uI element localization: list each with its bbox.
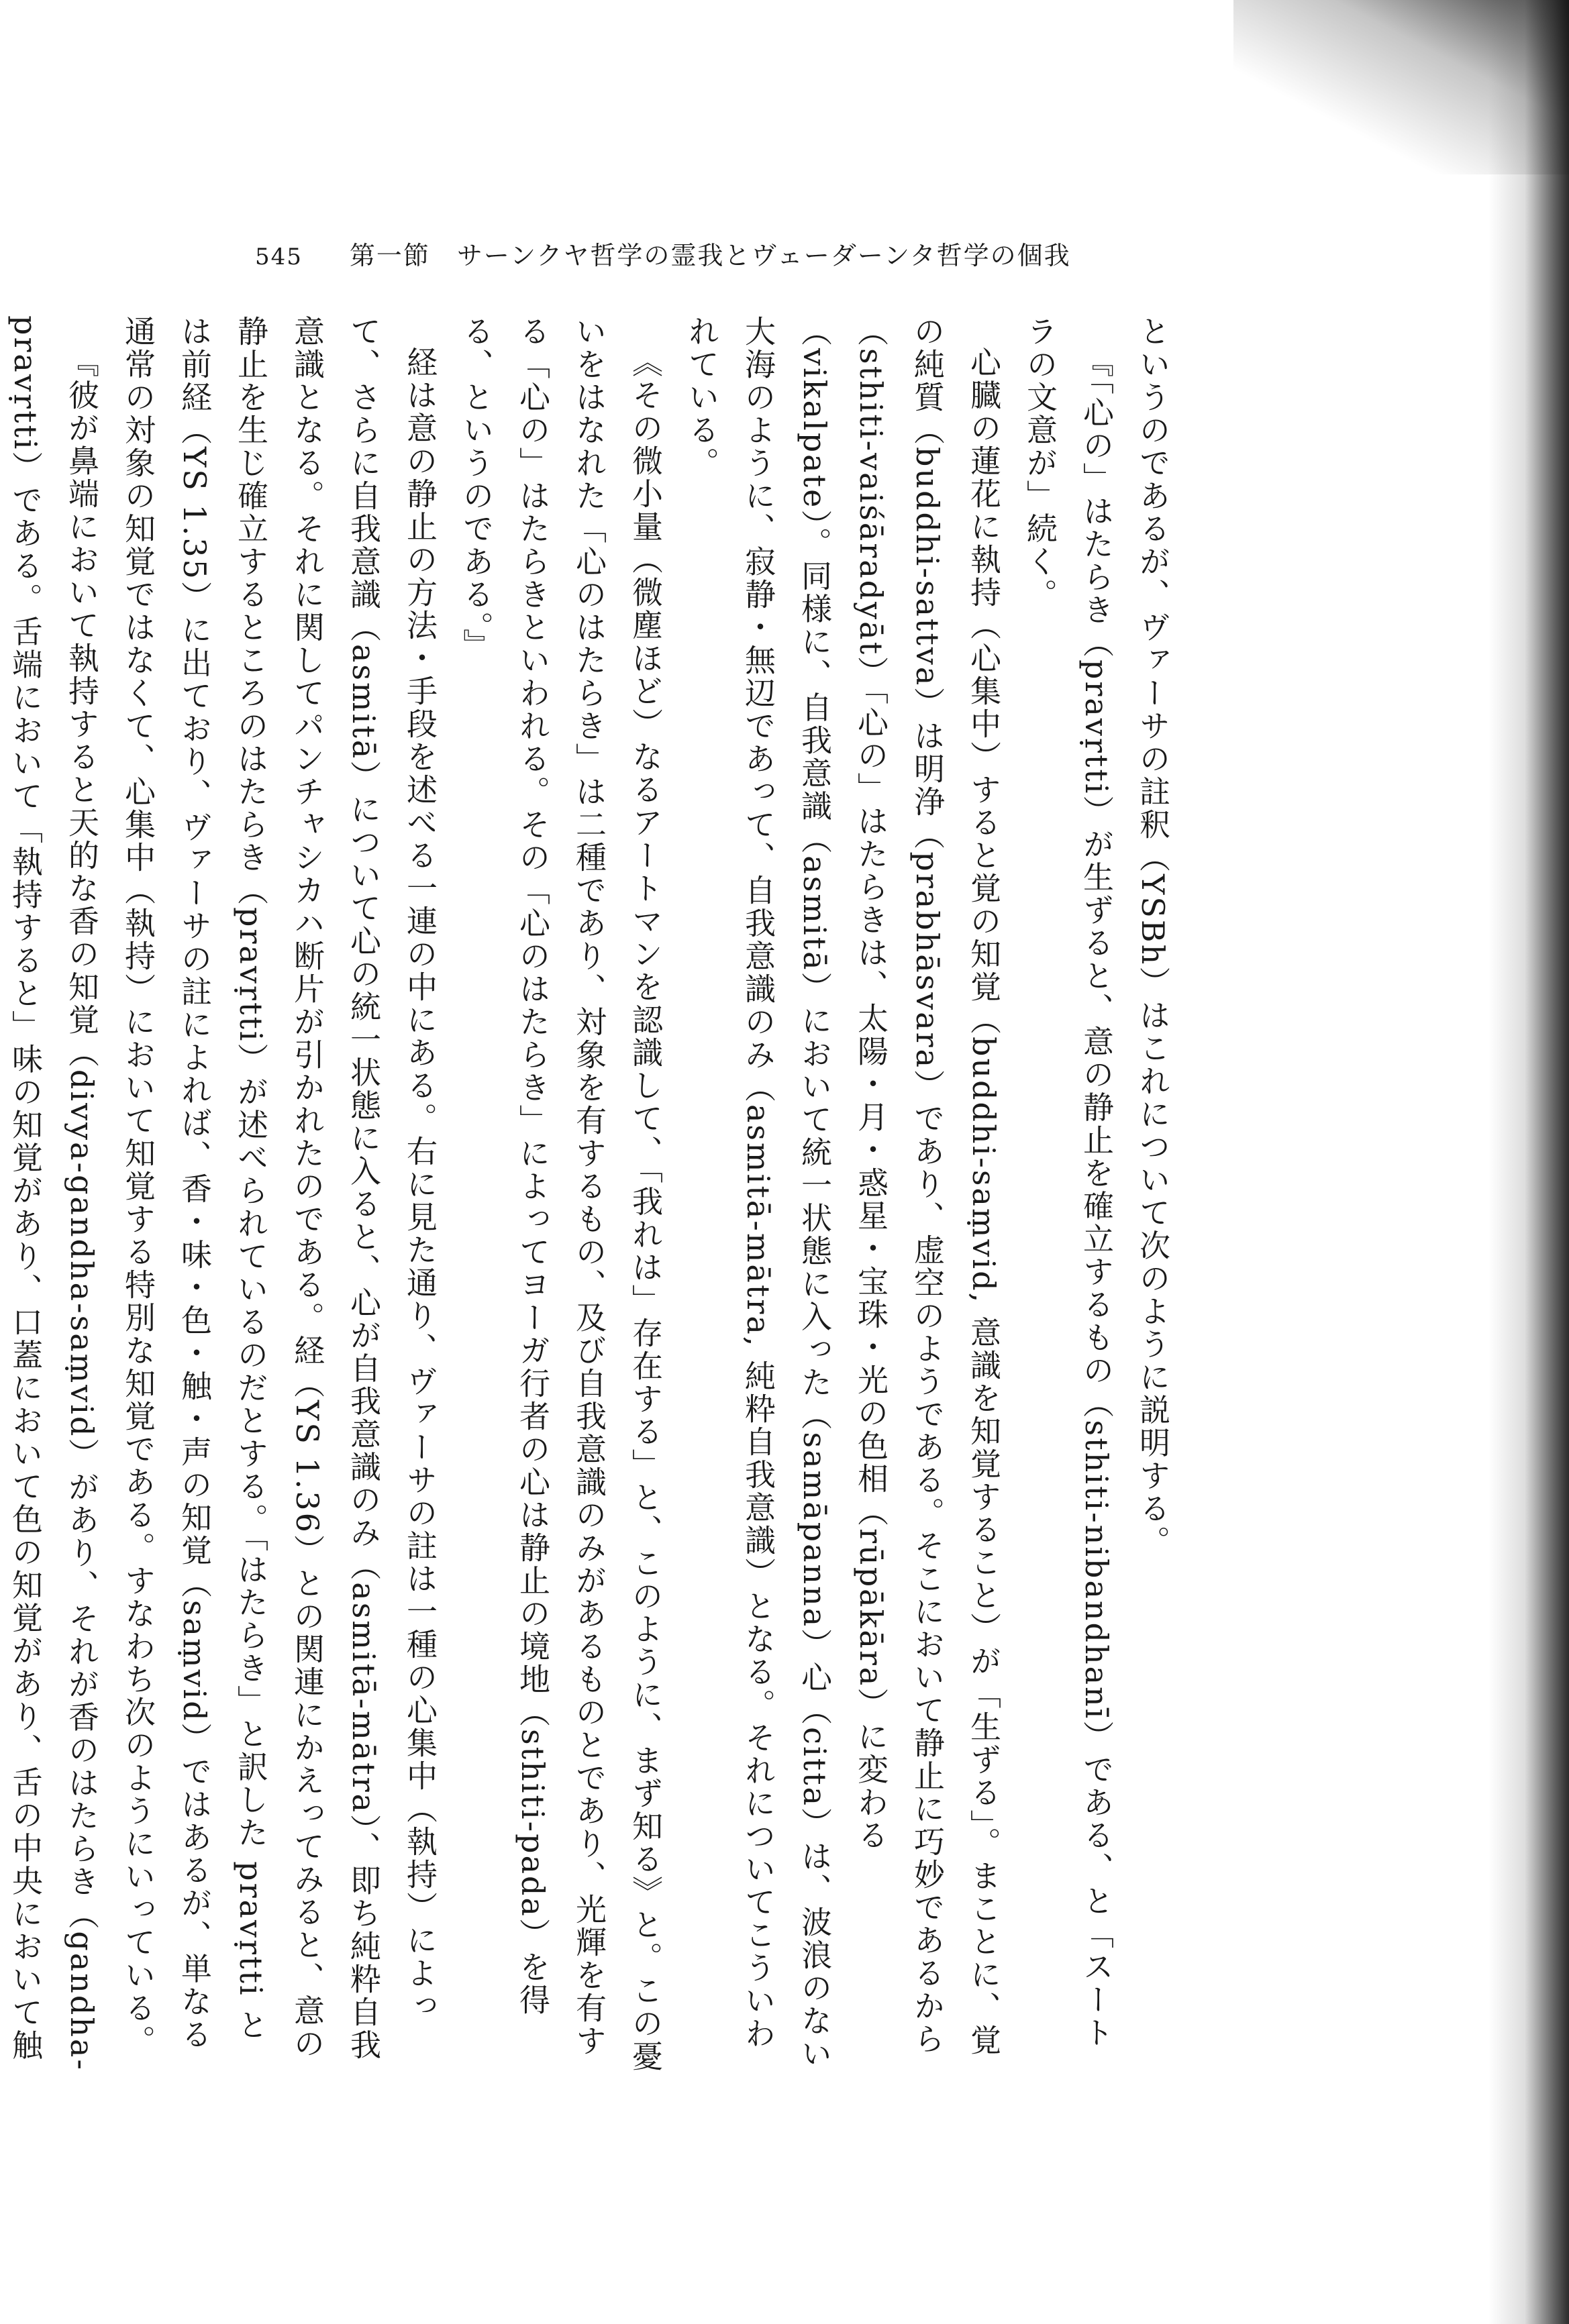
running-head: 第一節 サーンクヤ哲学の霊我とヴェーダーンタ哲学の個我 <box>349 241 1071 270</box>
paragraph: というのであるが、ヴァーサの註釈（YSBh）はこれについて次のように説明する。 <box>1135 315 1171 1559</box>
paragraph: 『彼が鼻端において執持すると天的な香の知覚（divya-gandha-saṃvid）があり、それが香のはたらき（gandha-pravṛtti）である。舌端において「執持すると」味の知覚があり、口蓋において色の知覚があり、舌の中央において触 <box>7 315 100 2072</box>
paragraph: 経は意の静止の方法・手段を述べる一連の中にある。右に見た通り、ヴァーサの註は一種の心集中（執持）によって、さらに自我意識（asmitā）について心の統一状態に入ると、心が自我意識のみ（asmitā-mātra）、即ち純粋自我意識となる。それに関してパンチャシカハ断片が引かれたのである。経（YS 1.36）との関連にかえってみると、意の静止を生じ確立するところのはたらき（pravṛtti）が述べられているのだとする。「はたらき」と訳した pravṛtti とは前経（YS 1.35）に出ており、ヴァーサの註によれば、香・味・色・触・声の知覚（saṃvid）ではあるが、単なる通常の対象の知覚ではなくて、心集中（執持）において知覚する特別な知覚である。すなわち次のようにいっている。 <box>120 315 438 2062</box>
paragraph: 『「心の」はたらき（pravṛtti）が生ずると、意の静止を確立するもの（sthiti-nibandhanī）である、と「スートラの文意が」続く。 <box>1022 315 1115 2050</box>
page-number: 545 <box>255 244 303 270</box>
scan-shadow-edge <box>1488 0 1569 2324</box>
page-header <box>255 235 1071 272</box>
paragraph: 心臓の蓮花に執持（心集中）すると覚の知覚（buddhi-saṃvid, 意識を知覚すること）が「生ずる」。まことに、覚の純質（buddhi-sattva）は明浄（prabhāsvara）であり、虚空のようである。そこにおいて静止に巧妙であるから（sthiti-vaiśāradyāt）「心の」はたらきは、太陽・月・惑星・宝珠・光の色相（rūpākāra）に変わる（vikalpate）。同様に、自我意識（asmitā）において統一状態に入った（samāpanna）心（citta）は、波浪のない大海のように、寂静・無辺であって、自我意識のみ（asmitā-mātra, 純粋自我意識）となる。それについてこういわれている。 <box>684 315 1002 2071</box>
paragraph: 《その微小量（微塵ほど）なるアートマンを認識して、「我れは」存在する」と、このように、まず知る》と。この憂いをはなれた「心のはたらき」は二種であり、対象を有するもの、及び自我意識のみがあるものとであり、光輝を有する「心の」はたらきといわれる。その「心のはたらき」によってヨーガ行者の心は静止の境地（sthiti-pada）を得る、というのである。』 <box>458 315 664 2073</box>
body-text <box>7 315 1181 2073</box>
